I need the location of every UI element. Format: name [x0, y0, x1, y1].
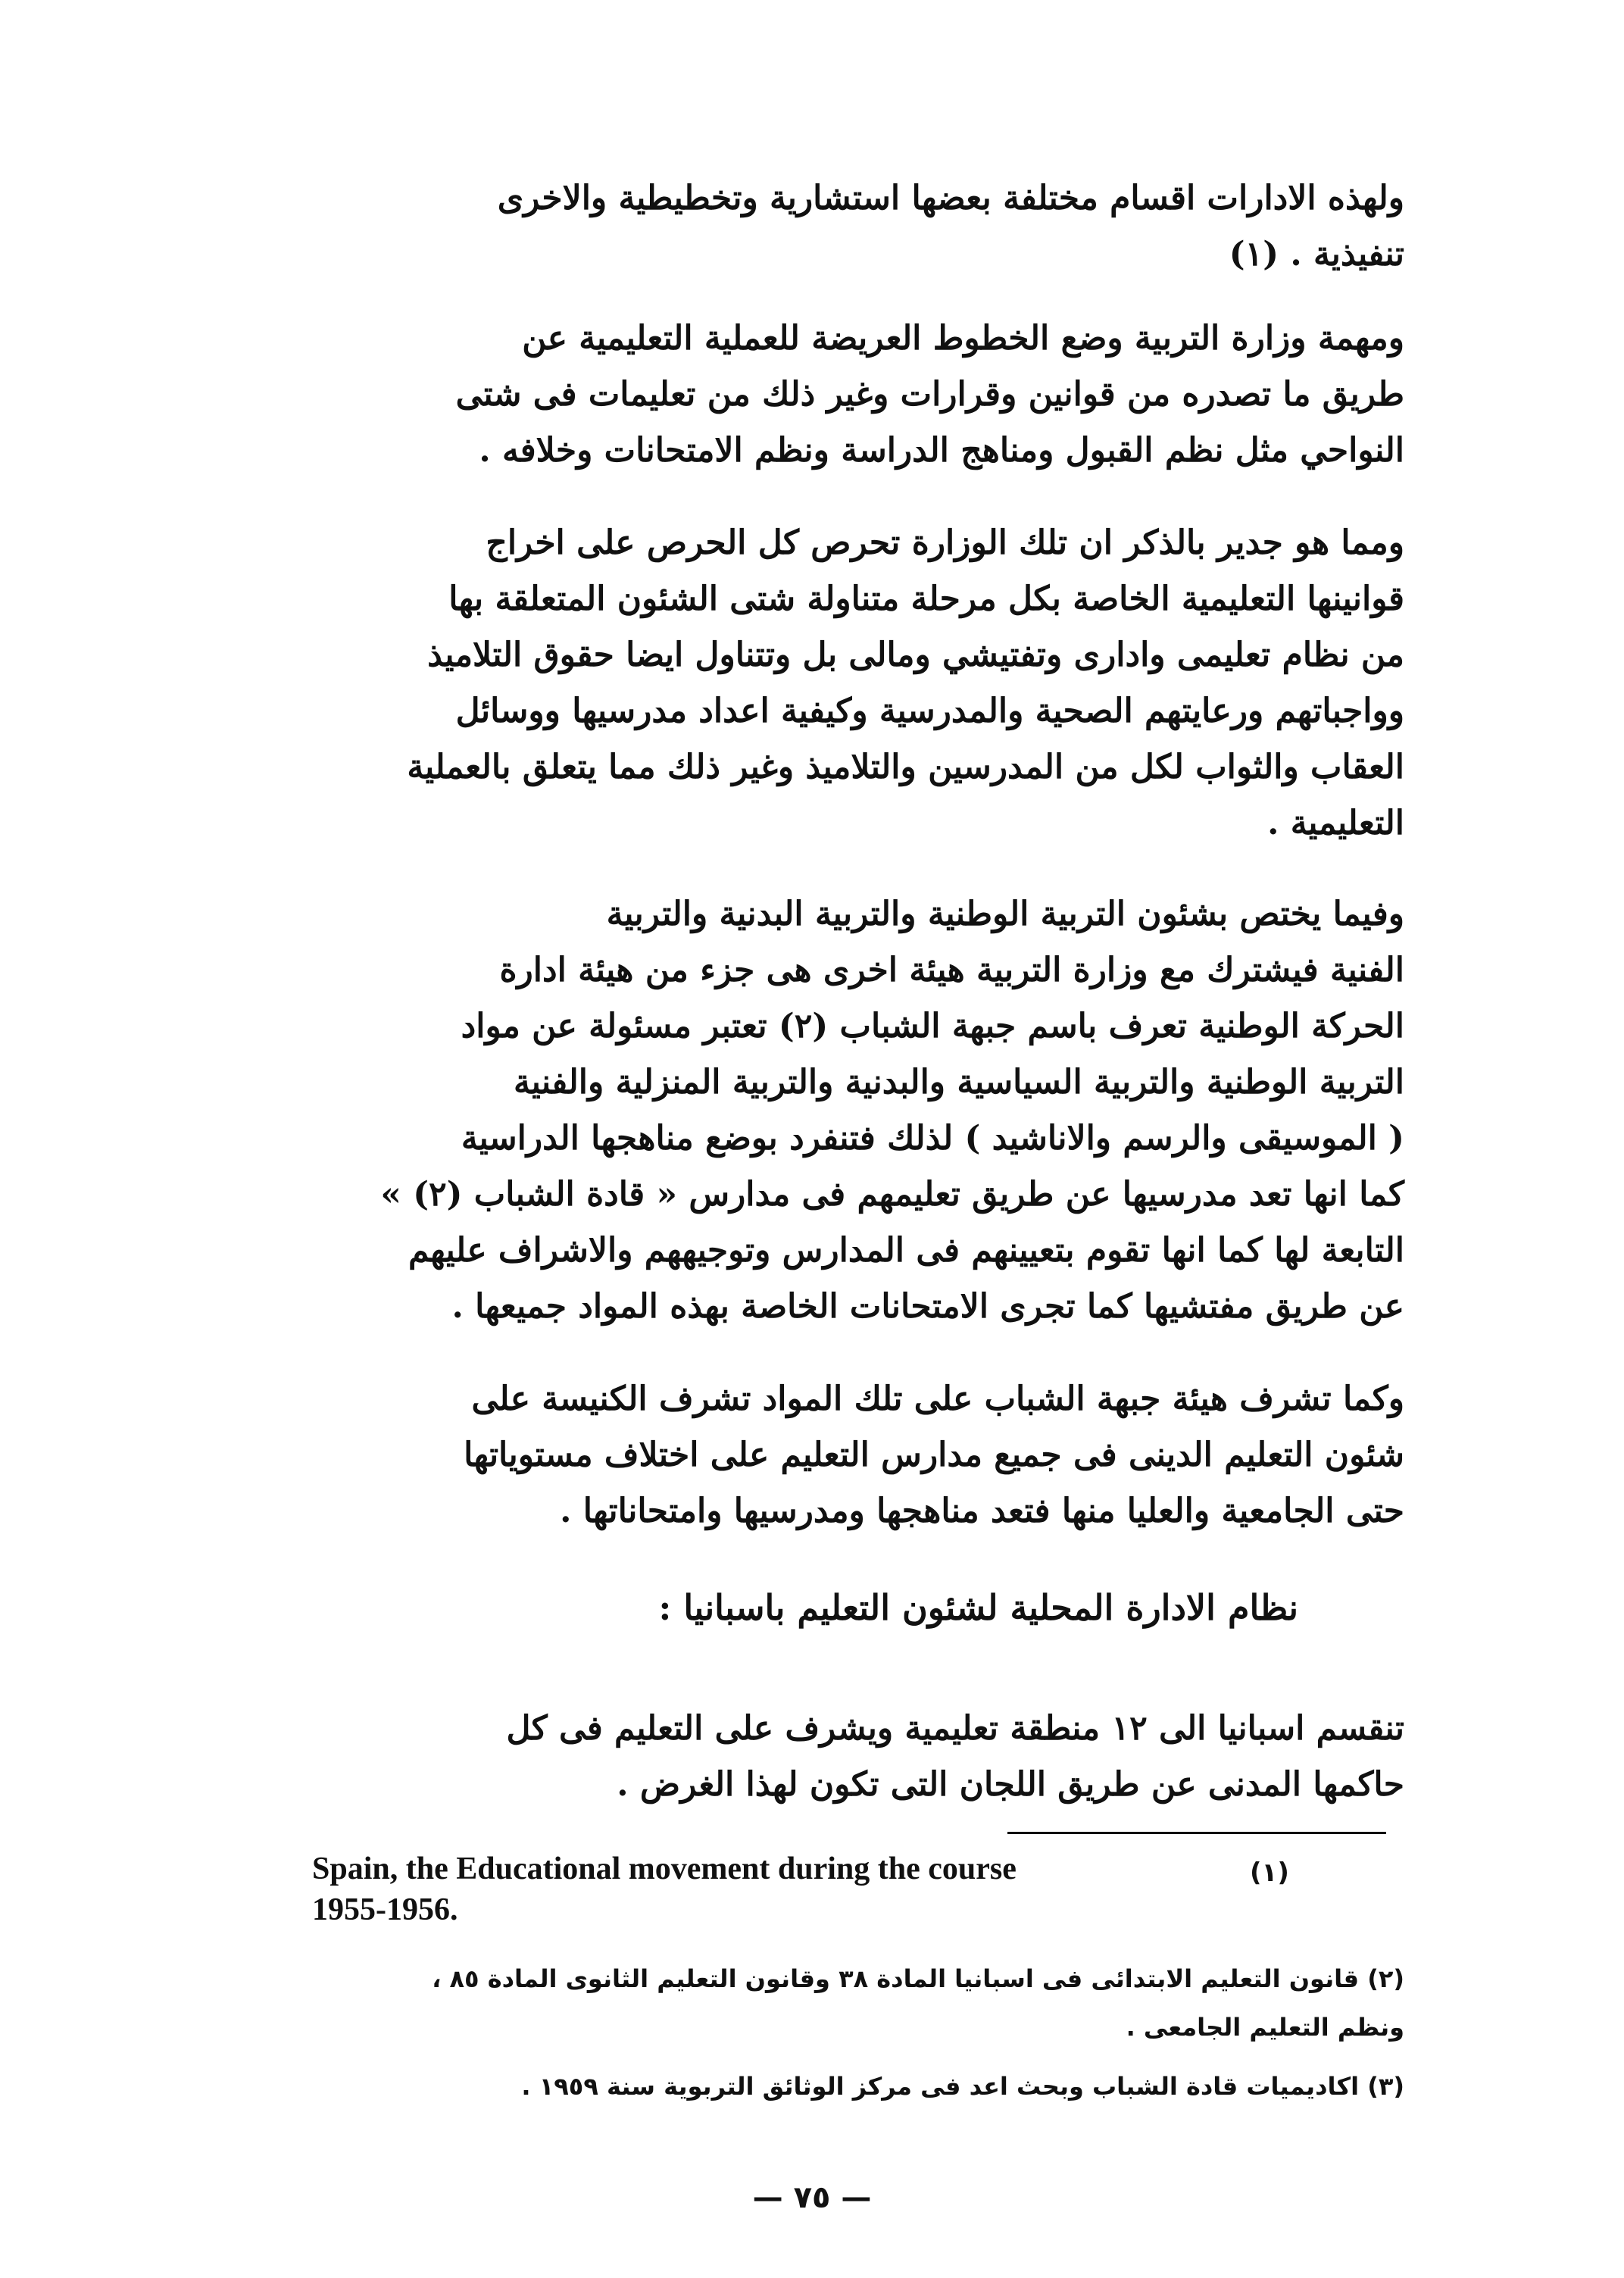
- paragraph-line: حاكمها المدنى عن طريق اللجان التى تكون لهذا الغرض .: [617, 1765, 1404, 1804]
- closing-paragraph: [238, 1701, 1404, 1813]
- paragraph-line: العقاب والثواب لكل من المدرسين والتلاميذ وغير ذلك مما يتعلق بالعملية: [407, 748, 1404, 786]
- footnote-1-text: [312, 1848, 1017, 1930]
- footnote-1-line: Spain, the Educational movement during the course: [312, 1851, 1017, 1886]
- footnote-3: [253, 2062, 1404, 2111]
- paragraph-line: التعليمية .: [1267, 804, 1404, 842]
- paragraph-line: النواحي مثل نظم القبول ومناهج الدراسة ونظم الامتحانات وخلافه .: [479, 431, 1404, 470]
- paragraph-line: تنفيذية . (١): [1229, 235, 1404, 273]
- paragraph-line: ومهمة وزارة التربية وضع الخطوط العريضة للعملية التعليمية عن: [522, 319, 1404, 358]
- paragraph-line: كما انها تعد مدرسيها عن طريق تعليمهم فى مدارس « قادة الشباب (٢) »: [380, 1175, 1404, 1214]
- paragraph-line: وفيما يختص بشئون التربية الوطنية والتربية البدنية والتربية: [606, 895, 1404, 933]
- section-heading: نظام الادارة المحلية لشئون التعليم باسبانيا :: [658, 1587, 1298, 1628]
- footnote-line: ونظم التعليم الجامعى .: [1126, 2013, 1404, 2042]
- paragraph-line: وواجباتهم ورعايتهم الصحية والمدرسية وكيفية اعداد مدرسيها ووسائل: [455, 692, 1404, 730]
- paragraph-line: الحركة الوطنية تعرف باسم جبهة الشباب (٢) تعتبر مسئولة عن مواد: [461, 1007, 1404, 1045]
- footnote-line: (٢) قانون التعليم الابتدائى فى اسبانيا المادة ٣٨ وقانون التعليم الثانوى المادة ٨٥ ،: [432, 1964, 1404, 1993]
- paragraph-5: [238, 1371, 1404, 1539]
- paragraph-4: [238, 886, 1404, 1335]
- paragraph-line: قوانينها التعليمية الخاصة بكل مرحلة متناولة شتى الشئون المتعلقة بها: [448, 580, 1404, 618]
- footnote-line: (٣) اكاديميات قادة الشباب وبحث اعد فى مركز الوثائق التربوية سنة ١٩٥٩ .: [521, 2072, 1404, 2101]
- footnote-1-marker: (١): [1250, 1858, 1289, 1888]
- paragraph-line: عن طريق مفتشيها كما تجرى الامتحانات الخاصة بهذه المواد جميعها .: [451, 1287, 1404, 1326]
- page-number: — ٧٥ —: [752, 2180, 872, 2215]
- paragraph-2: [238, 311, 1404, 479]
- paragraph-line: حتى الجامعية والعليا منها فتعد مناهجها ومدرسيها وامتحاناتها .: [560, 1492, 1404, 1530]
- footnote-divider: [1007, 1832, 1386, 1834]
- paragraph-line: شئون التعليم الدينى فى جميع مدارس التعليم على اختلاف مستوياتها: [464, 1436, 1404, 1474]
- paragraph-line: التابعة لها كما انها تقوم بتعيينهم فى المدارس وتوجيههم والاشراف عليهم: [408, 1231, 1404, 1270]
- paragraph-line: من نظام تعليمى وادارى وتفتيشي ومالى بل وتتناول ايضا حقوق التلاميذ: [427, 636, 1404, 674]
- paragraph-line: وكما تشرف هيئة جبهة الشباب على تلك المواد تشرف الكنيسة على: [471, 1380, 1404, 1418]
- paragraph-1: [238, 170, 1404, 283]
- paragraph-line: طريق ما تصدره من قوانين وقرارات وغير ذلك من تعليمات فى شتى: [455, 375, 1404, 414]
- footnote-2: [253, 1955, 1404, 2051]
- paragraph-line: ومما هو جدير بالذكر ان تلك الوزارة تحرص كل الحرص على اخراج: [486, 523, 1404, 562]
- paragraph-3: [238, 515, 1404, 852]
- paragraph-line: ولهذه الادارات اقسام مختلفة بعضها استشارية وتخطيطية والاخرى: [497, 179, 1404, 217]
- paragraph-line: ( الموسيقى والرسم والاناشيد ) لذلك فتنفرد بوضع مناهجها الدراسية: [461, 1119, 1404, 1158]
- paragraph-line: التربية الوطنية والتربية السياسية والبدنية والتربية المنزلية والفنية: [514, 1063, 1404, 1102]
- footnote-1-line: 1955-1956.: [312, 1892, 458, 1927]
- paragraph-line: تنقسم اسبانيا الى ١٢ منطقة تعليمية ويشرف على التعليم فى كل: [506, 1709, 1404, 1748]
- paragraph-line: الفنية فيشترك مع وزارة التربية هيئة اخرى هى جزء من هيئة ادارة: [499, 951, 1404, 989]
